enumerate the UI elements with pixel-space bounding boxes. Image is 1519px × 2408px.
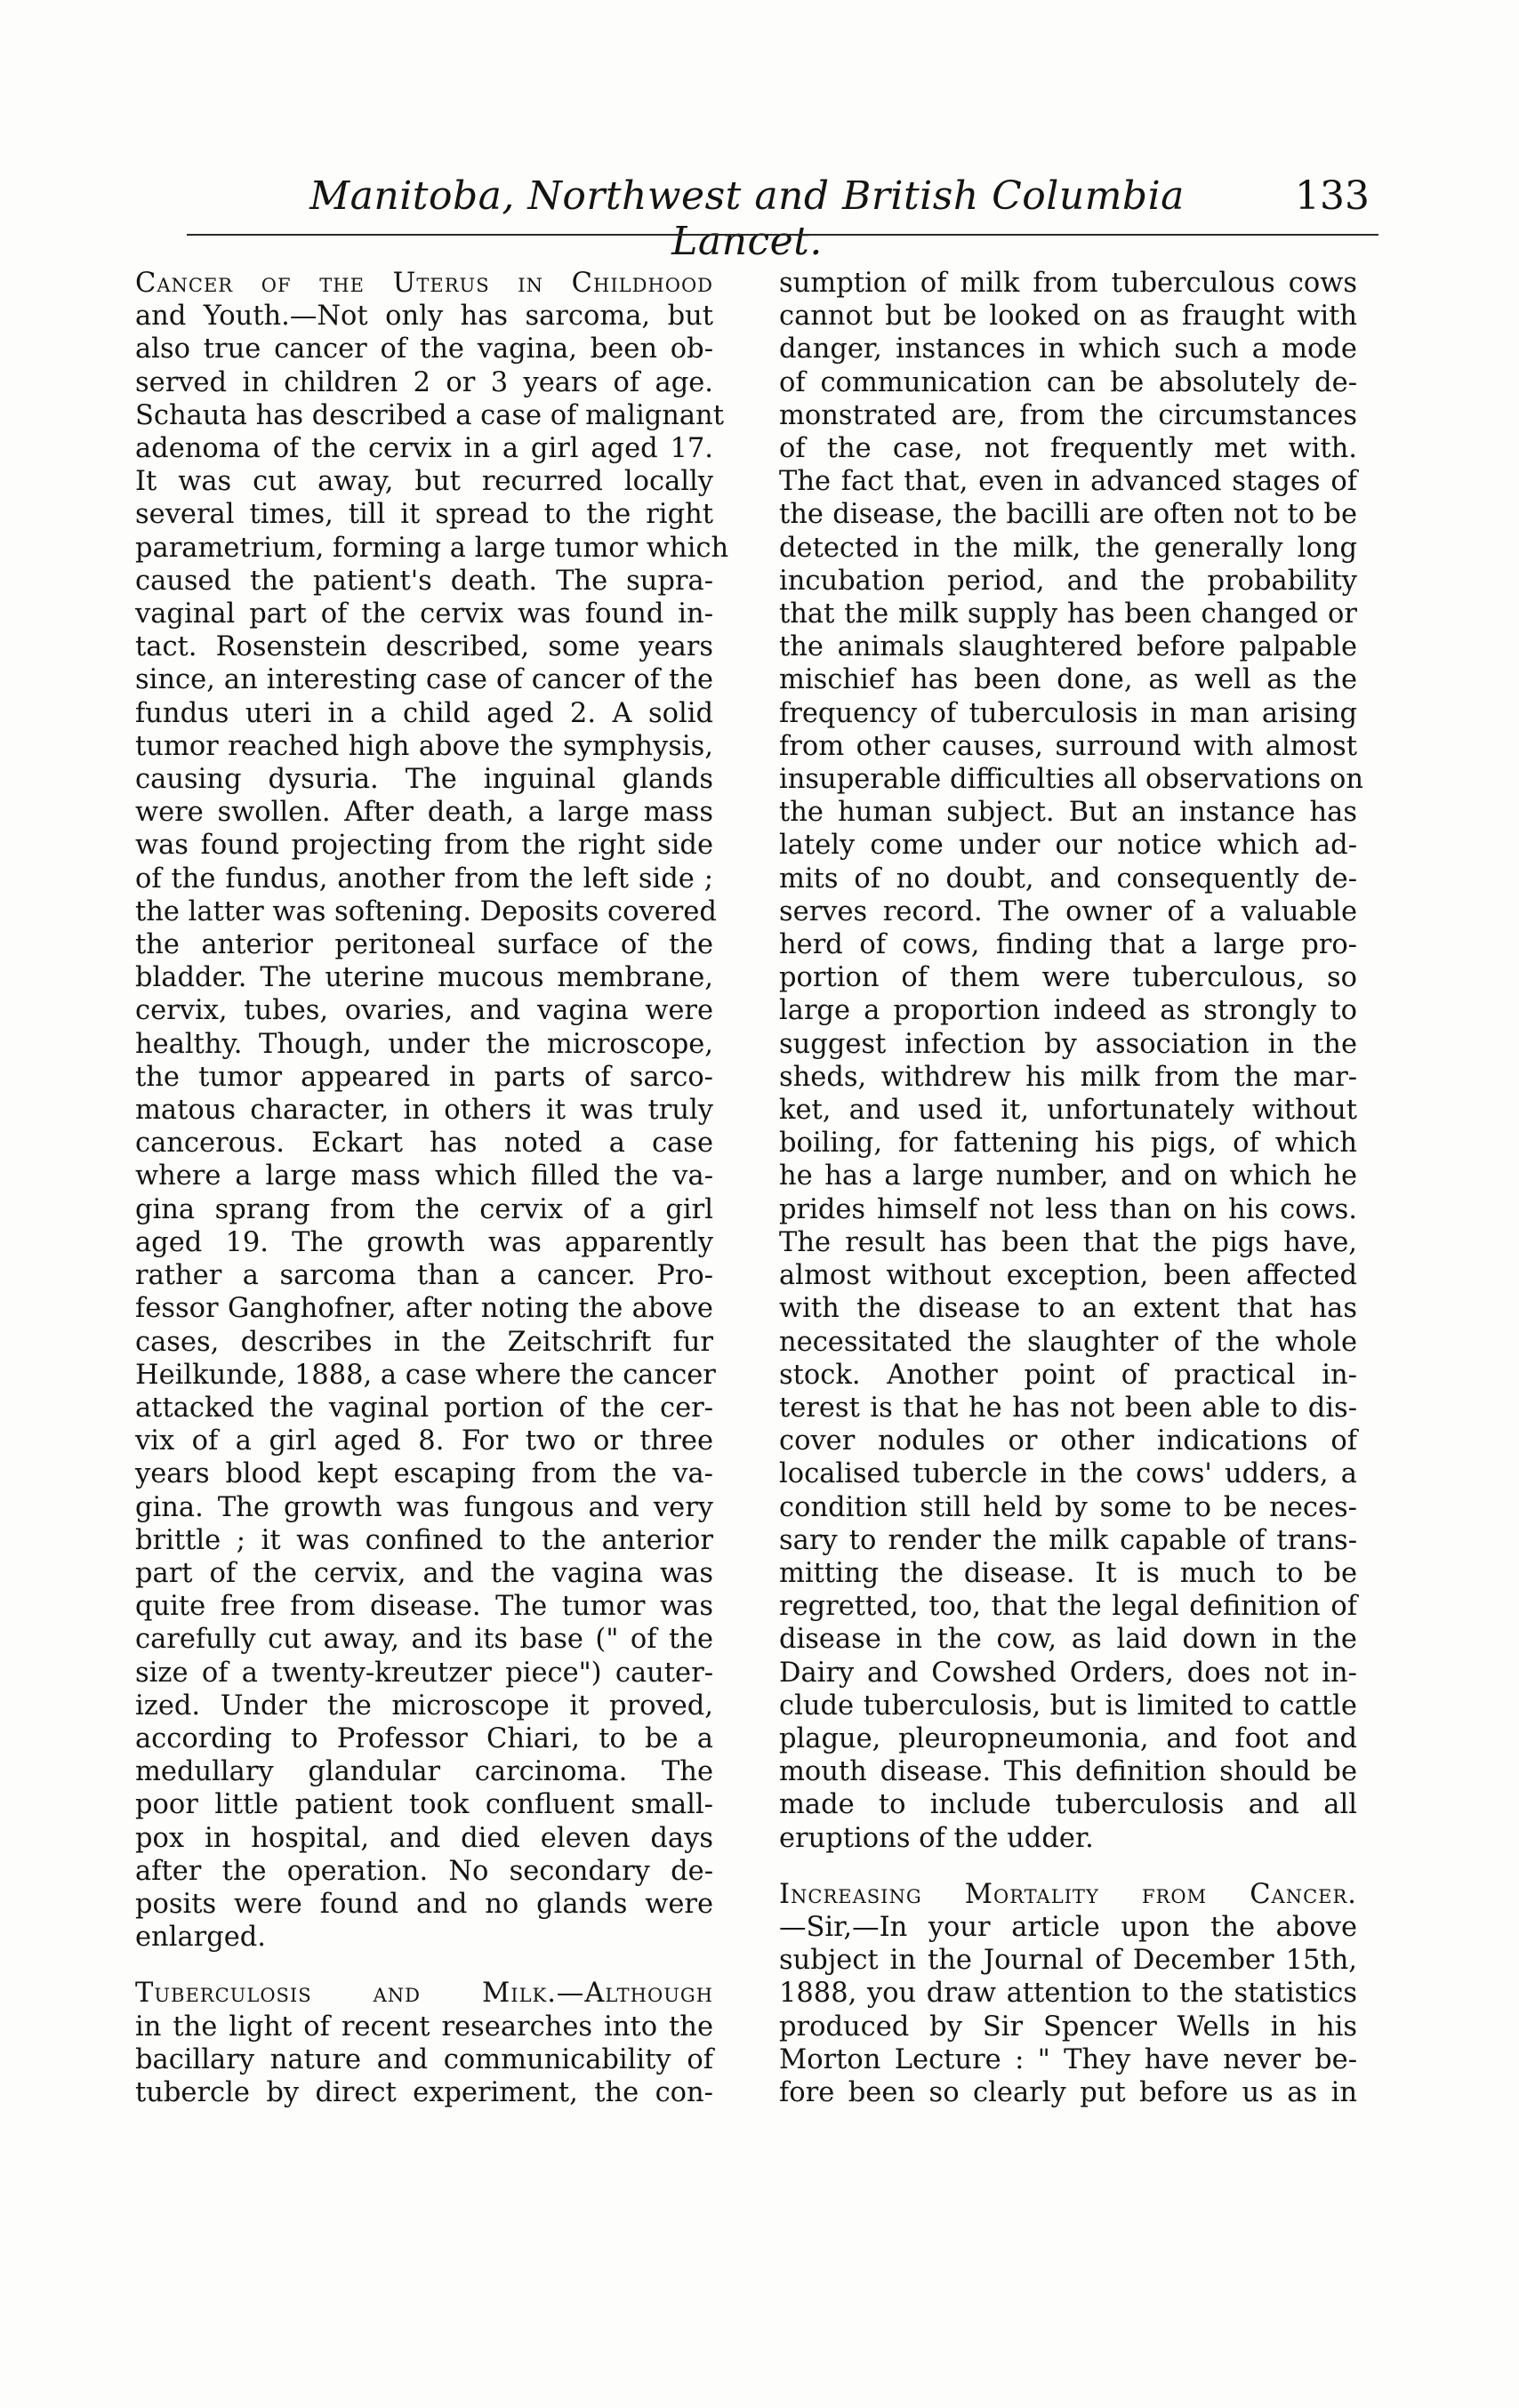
text-line: poor little patient took confluent small- [135,1789,713,1821]
page-number: 133 [1295,173,1370,219]
text-line: cases, describes in the Zeitschrift fur [135,1326,713,1358]
text-line: since, an interesting case of cancer of the [135,664,713,696]
text-line: large a proportion indeed as strongly to [779,995,1357,1027]
text-line: attacked the vaginal portion of the cer- [135,1392,713,1424]
text-line: fore been so clearly put before us as in [779,2076,1357,2108]
text-line: that the milk supply has been changed or [779,598,1357,630]
text-line: rather a sarcoma than a cancer. Pro- [135,1260,713,1292]
text-line: mits of no doubt, and consequently de- [779,863,1357,895]
text-line: were swollen. After death, a large mass [135,797,713,829]
text-line: sumption of milk from tuberculous cows [779,268,1357,299]
article-heading-line: Increasing Mortality from Cancer. [779,1878,1357,1910]
text-line: of communication can be absolutely de- [779,366,1357,398]
article-heading-line: Cancer of the Uterus in Childhood [135,268,713,299]
text-line: healthy. Though, under the microscope, [135,1028,713,1060]
text-line: suggest infection by association in the [779,1028,1357,1060]
text-line: cancerous. Eckart has noted a case [135,1128,713,1160]
text-line: where a large mass which filled the va- [135,1160,713,1192]
text-line: the disease, the bacilli are often not to be [779,499,1357,531]
text-line: posits were found and no glands were [135,1888,713,1920]
article-increasing-mortality-cancer [779,1878,1357,2109]
text-line: mouth disease. This definition should be [779,1756,1357,1788]
text-line: according to Professor Chiari, to be a [135,1722,713,1754]
text-line: cervix, tubes, ovaries, and vagina were [135,995,713,1027]
text-line: vaginal part of the cervix was found in- [135,598,713,630]
text-line: sheds, withdrew his milk from the mar- [779,1061,1357,1093]
text-line: frequency of tuberculosis in man arising [779,697,1357,729]
text-line: tact. Rosenstein described, some years [135,631,713,663]
text-line: plague, pleuropneumonia, and foot and [779,1722,1357,1754]
text-line: danger, instances in which such a mode [779,333,1357,365]
text-line: bladder. The uterine mucous membrane, [135,962,713,994]
text-line: terest is that he has not been able to dis- [779,1392,1357,1424]
text-line: and Youth.—Not only has sarcoma, but [135,301,713,333]
text-line: causing dysuria. The inguinal glands [135,764,713,796]
text-line: Heilkunde, 1888, a case where the cancer [135,1359,716,1391]
text-line: part of the cervix, and the vagina was [135,1557,713,1589]
header-rule [187,234,1378,236]
article-tuberculosis-milk [135,1977,713,2109]
text-line: eruptions of the udder. [779,1822,1094,1854]
text-line: —Sir,—In your article upon the above [779,1911,1357,1943]
text-line: herd of cows, finding that a large pro- [779,929,1357,961]
text-line: The result has been that the pigs have, [779,1226,1357,1258]
right-column [779,267,1363,2109]
text-line: It was cut away, but recurred locally [135,466,713,498]
text-line: serves record. The owner of a valuable [779,895,1357,927]
text-line: the anterior peritoneal surface of the [135,929,713,961]
text-line: clude tuberculosis, but is limited to cattle [779,1690,1357,1722]
text-line: localised tubercle in the cows' udders, a [779,1458,1357,1490]
text-line: of the case, not frequently met with. [779,433,1357,465]
text-line: disease in the cow, as laid down in the [779,1624,1357,1656]
text-line: carefully cut away, and its base (" of the [135,1624,713,1656]
text-line: tumor reached high above the symphysis, [135,730,713,762]
article-cancer-uterus-childhood [135,267,729,1954]
text-line: also true cancer of the vagina, been ob- [135,333,713,365]
text-line: bacillary nature and communicability of [135,2043,713,2075]
text-line: Schauta has described a case of malignant [135,399,724,431]
text-line: after the operation. No secondary de- [135,1855,713,1887]
text-line: ket, and used it, unfortunately without [779,1095,1357,1127]
text-line: monstrated are, from the circumstances [779,399,1357,431]
text-line: pox in hospital, and died eleven days [135,1822,713,1854]
text-line: lately come under our notice which ad- [779,830,1357,862]
text-line: years blood kept escaping from the va- [135,1458,713,1490]
text-line: of the fundus, another from the left side ; [135,863,713,895]
text-line: vix of a girl aged 8. For two or three [135,1425,713,1457]
text-line: the tumor appeared in parts of sarco- [135,1061,713,1093]
text-line: ized. Under the microscope it proved, [135,1690,713,1722]
text-line: boiling, for fattening his pigs, of which [779,1128,1357,1160]
text-line: incubation period, and the probability [779,565,1357,597]
text-line: matous character, in others it was truly [135,1095,713,1127]
text-line: cover nodules or other indications of [779,1425,1357,1457]
text-line: the animals slaughtered before palpable [779,631,1357,663]
text-line: was found projecting from the right side [135,830,713,862]
text-line: the latter was softening. Deposits covered [135,895,717,927]
text-line: mitting the disease. It is much to be [779,1557,1357,1589]
text-line: size of a twenty-kreutzer piece") cauter- [135,1657,713,1689]
text-line: condition still held by some to be neces- [779,1491,1357,1523]
text-line: he has a large number, and on which he [779,1160,1357,1192]
page-header [196,173,1370,264]
text-line: gina. The growth was fungous and very [135,1491,713,1523]
text-line: quite free from disease. The tumor was [135,1591,713,1623]
text-line: with the disease to an extent that has [779,1293,1357,1325]
text-line: detected in the milk, the generally long [779,532,1357,564]
article-heading-line: Tuberculosis and Milk.—Although [135,1978,713,2010]
text-line: several times, till it spread to the right [135,499,713,531]
text-line: almost without exception, been affected [779,1260,1357,1292]
text-line: gina sprang from the cervix of a girl [135,1193,713,1225]
text-line: The fact that, even in advanced stages of [779,466,1357,498]
text-line: enlarged. [135,1922,267,1954]
text-line: fundus uteri in a child aged 2. A solid [135,697,713,729]
text-line: prides himself not less than on his cows. [779,1193,1357,1225]
text-line: fessor Ganghofner, after noting the above [135,1293,713,1325]
text-line: stock. Another point of practical in- [779,1359,1357,1391]
text-line: parametrium, forming a large tumor which [135,532,729,564]
text-line: insuperable difficulties all observations on [779,764,1363,796]
text-line: adenoma of the cervix in a girl aged 17. [135,433,713,465]
text-line: 1888, you draw attention to the statistics [779,1978,1357,2010]
left-column [135,267,729,2109]
text-line: caused the patient's death. The supra- [135,565,713,597]
text-line: Morton Lecture : " They have never be- [779,2043,1357,2075]
text-line: Dairy and Cowshed Orders, does not in- [779,1657,1357,1689]
text-line: from other causes, surround with almost [779,730,1357,762]
text-line: produced by Sir Spencer Wells in his [779,2011,1357,2043]
text-line: portion of them were tuberculous, so [779,962,1357,994]
text-line: medullary glandular carcinoma. The [135,1756,713,1788]
text-line: tubercle by direct experiment, the con- [135,2076,713,2108]
text-line: aged 19. The growth was apparently [135,1226,713,1258]
text-line: the human subject. But an instance has [779,797,1357,829]
text-line: brittle ; it was confined to the anterior [135,1524,713,1556]
article-tuberculosis-milk-continued [779,267,1363,1855]
text-line: necessitated the slaughter of the whole [779,1326,1357,1358]
running-title: Manitoba, Northwest and British Columbia Lancet. [309,173,1185,264]
text-line: cannot but be looked on as fraught with [779,301,1357,333]
text-line: mischief has been done, as well as the [779,664,1357,696]
text-line: in the light of recent researches into the [135,2011,713,2043]
text-line: served in children 2 or 3 years of age. [135,366,713,398]
text-line: subject in the Journal of December 15th, [779,1945,1357,1977]
text-line: sary to render the milk capable of trans- [779,1524,1357,1556]
text-line: made to include tuberculosis and all [779,1789,1357,1821]
text-line: regretted, too, that the legal definition of [779,1591,1357,1623]
